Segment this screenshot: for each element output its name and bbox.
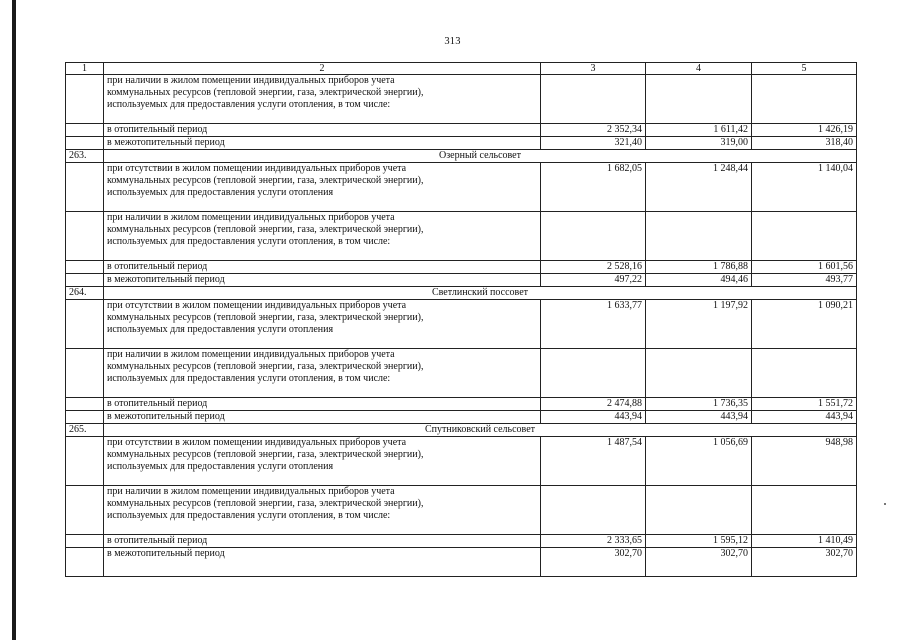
- value-cell-col3: 2 528,16: [541, 261, 646, 274]
- table-body: [66, 63, 857, 577]
- value-cell-col3: 2 352,34: [541, 124, 646, 137]
- section-index: 265.: [66, 424, 104, 437]
- value-cell-col3: 497,22: [541, 274, 646, 287]
- column-number: 4: [646, 63, 752, 75]
- value-cell-col3: 302,70: [541, 548, 646, 577]
- table-row: [66, 548, 857, 577]
- index-cell: [66, 486, 104, 535]
- value-cell-col4: 302,70: [646, 548, 752, 577]
- value-cell-col4: [646, 349, 752, 398]
- value-cell-col3: 1 633,77: [541, 300, 646, 349]
- table-row: [66, 535, 857, 548]
- value-cell-col4: 1 611,42: [646, 124, 752, 137]
- value-cell-col5: 493,77: [752, 274, 857, 287]
- value-cell-col4: 1 595,12: [646, 535, 752, 548]
- index-cell: [66, 398, 104, 411]
- description-cell: при наличии в жилом помещении индивидуальных приборов учета коммунальных ресурсов (тепловой энергии, газа, электрической энергии), используемых для предоставления услуги отопления, в том числе:: [104, 212, 541, 261]
- index-cell: [66, 437, 104, 486]
- index-cell: [66, 535, 104, 548]
- value-cell-col4: 1 786,88: [646, 261, 752, 274]
- value-cell-col4: 1 056,69: [646, 437, 752, 486]
- section-header-row: [66, 424, 857, 437]
- value-cell-col3: [541, 486, 646, 535]
- value-cell-col5: 1 601,56: [752, 261, 857, 274]
- value-cell-col5: [752, 75, 857, 124]
- value-cell-col5: 1 551,72: [752, 398, 857, 411]
- tariff-table: [65, 62, 857, 577]
- index-cell: [66, 300, 104, 349]
- table-row: [66, 274, 857, 287]
- index-cell: [66, 548, 104, 577]
- description-cell: в отопительный период: [104, 398, 541, 411]
- index-cell: [66, 261, 104, 274]
- index-cell: [66, 75, 104, 124]
- value-cell-col5: [752, 349, 857, 398]
- section-index: 264.: [66, 287, 104, 300]
- section-header-row: [66, 287, 857, 300]
- scan-speck: [884, 503, 886, 505]
- index-cell: [66, 163, 104, 212]
- value-cell-col4: 494,46: [646, 274, 752, 287]
- section-title: Светлинский поссовет: [104, 287, 857, 300]
- table-row: [66, 137, 857, 150]
- description-cell: при отсутствии в жилом помещении индивидуальных приборов учета коммунальных ресурсов (тепловой энергии, газа, электрической энергии), используемых для предоставления услуги отопления: [104, 300, 541, 349]
- description-cell: при отсутствии в жилом помещении индивидуальных приборов учета коммунальных ресурсов (тепловой энергии, газа, электрической энергии), используемых для предоставления услуги отопления: [104, 163, 541, 212]
- value-cell-col3: 321,40: [541, 137, 646, 150]
- description-cell: при наличии в жилом помещении индивидуальных приборов учета коммунальных ресурсов (тепловой энергии, газа, электрической энергии), используемых для предоставления услуги отопления, в том числе:: [104, 75, 541, 124]
- description-cell: в межотопительный период: [104, 548, 541, 577]
- value-cell-col3: 1 682,05: [541, 163, 646, 212]
- section-index: 263.: [66, 150, 104, 163]
- column-number: 1: [66, 63, 104, 75]
- value-cell-col4: 1 248,44: [646, 163, 752, 212]
- index-cell: [66, 411, 104, 424]
- value-cell-col5: 1 426,19: [752, 124, 857, 137]
- table-row: [66, 411, 857, 424]
- value-cell-col5: [752, 212, 857, 261]
- column-number: 2: [104, 63, 541, 75]
- description-cell: при отсутствии в жилом помещении индивидуальных приборов учета коммунальных ресурсов (тепловой энергии, газа, электрической энергии), используемых для предоставления услуги отопления: [104, 437, 541, 486]
- table-row: [66, 300, 857, 349]
- value-cell-col3: [541, 212, 646, 261]
- description-cell: в межотопительный период: [104, 411, 541, 424]
- index-cell: [66, 212, 104, 261]
- table-row: [66, 75, 857, 124]
- value-cell-col3: 1 487,54: [541, 437, 646, 486]
- value-cell-col4: 1 736,35: [646, 398, 752, 411]
- value-cell-col5: 318,40: [752, 137, 857, 150]
- description-cell: при наличии в жилом помещении индивидуальных приборов учета коммунальных ресурсов (тепловой энергии, газа, электрической энергии), используемых для предоставления услуги отопления, в том числе:: [104, 349, 541, 398]
- value-cell-col5: 948,98: [752, 437, 857, 486]
- column-number-row: [66, 63, 857, 75]
- description-cell: в межотопительный период: [104, 274, 541, 287]
- value-cell-col5: [752, 486, 857, 535]
- table-row: [66, 486, 857, 535]
- value-cell-col4: 1 197,92: [646, 300, 752, 349]
- description-cell: в отопительный период: [104, 261, 541, 274]
- column-number: 5: [752, 63, 857, 75]
- value-cell-col3: 2 474,88: [541, 398, 646, 411]
- value-cell-col4: [646, 486, 752, 535]
- table-row: [66, 398, 857, 411]
- column-number: 3: [541, 63, 646, 75]
- table-row: [66, 349, 857, 398]
- description-cell: в межотопительный период: [104, 137, 541, 150]
- value-cell-col3: 443,94: [541, 411, 646, 424]
- table-row: [66, 163, 857, 212]
- table-row: [66, 261, 857, 274]
- value-cell-col3: [541, 75, 646, 124]
- value-cell-col3: [541, 349, 646, 398]
- table-row: [66, 212, 857, 261]
- page-number: 313: [444, 36, 461, 47]
- table-row: [66, 437, 857, 486]
- value-cell-col5: 1 090,21: [752, 300, 857, 349]
- scan-edge-bar: [12, 0, 16, 640]
- value-cell-col4: 443,94: [646, 411, 752, 424]
- table-row: [66, 124, 857, 137]
- value-cell-col5: 1 410,49: [752, 535, 857, 548]
- description-cell: в отопительный период: [104, 535, 541, 548]
- value-cell-col5: 443,94: [752, 411, 857, 424]
- section-title: Озерный сельсовет: [104, 150, 857, 163]
- value-cell-col4: [646, 212, 752, 261]
- section-title: Спутниковский сельсовет: [104, 424, 857, 437]
- index-cell: [66, 349, 104, 398]
- value-cell-col4: [646, 75, 752, 124]
- value-cell-col3: 2 333,65: [541, 535, 646, 548]
- section-header-row: [66, 150, 857, 163]
- index-cell: [66, 124, 104, 137]
- index-cell: [66, 274, 104, 287]
- value-cell-col4: 319,00: [646, 137, 752, 150]
- description-cell: при наличии в жилом помещении индивидуальных приборов учета коммунальных ресурсов (тепловой энергии, газа, электрической энергии), используемых для предоставления услуги отопления, в том числе:: [104, 486, 541, 535]
- index-cell: [66, 137, 104, 150]
- value-cell-col5: 302,70: [752, 548, 857, 577]
- description-cell: в отопительный период: [104, 124, 541, 137]
- value-cell-col5: 1 140,04: [752, 163, 857, 212]
